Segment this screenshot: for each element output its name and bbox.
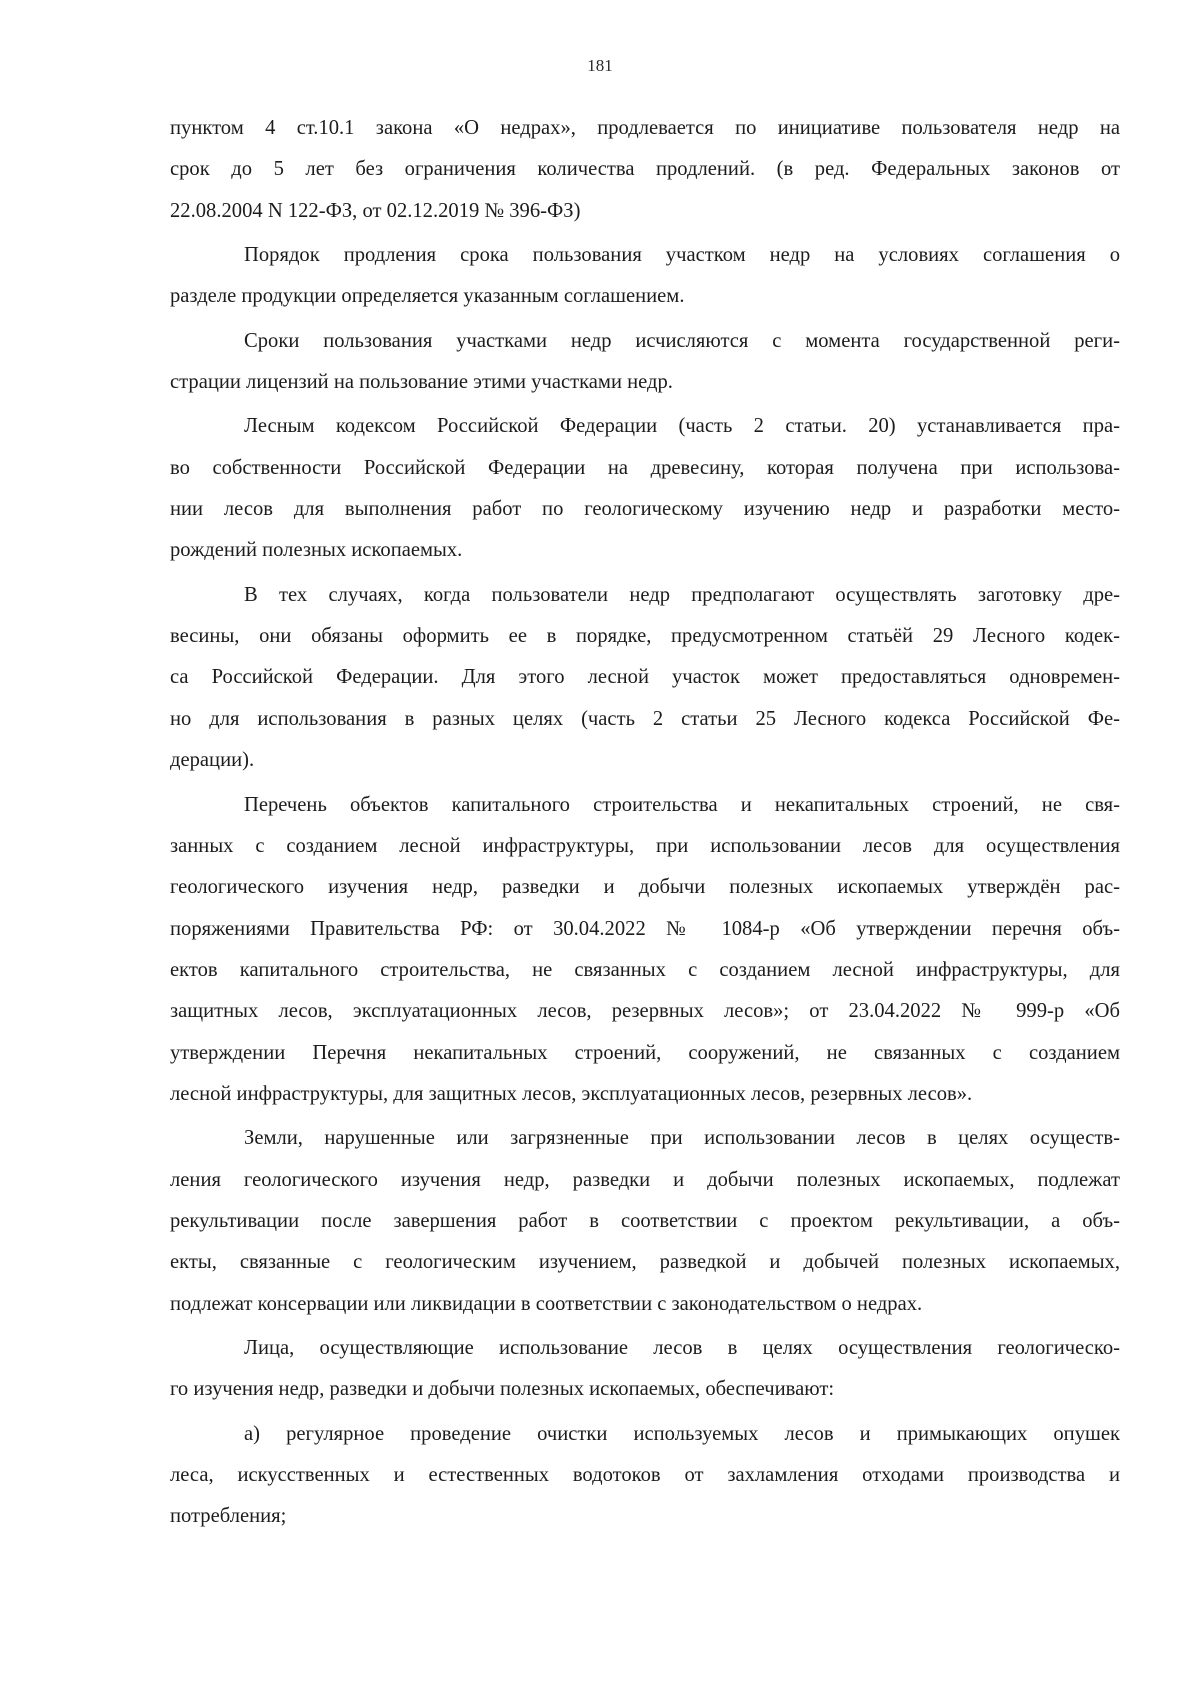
paragraph-p8 xyxy=(170,1328,1120,1411)
text-line: ления геологического изучения недр, разведки и добычи полезных ископаемых, подлежат xyxy=(170,1168,1120,1191)
text-line: поряжениями Правительства РФ: от 30.04.2022 № 1084-р «Об утверждении перечня объ- xyxy=(170,917,1120,940)
paragraph-p9 xyxy=(170,1414,1120,1538)
text-line: Лесным кодексом Российской Федерации (часть 2 статьи. 20) устанавливается пра- xyxy=(244,415,1120,438)
text-line: ектов капитального строительства, не связанных с созданием лесной инфраструктуры, для xyxy=(170,958,1120,981)
text-line: во собственности Российской Федерации на древесину, которая получена при использова- xyxy=(170,456,1120,479)
text-line: Сроки пользования участками недр исчисляются с момента государственной реги- xyxy=(244,329,1120,352)
text-line: рождений полезных ископаемых. xyxy=(170,539,463,562)
text-line: екты, связанные с геологическим изучением, разведкой и добычей полезных ископаемых, xyxy=(170,1251,1120,1274)
text-line: пунктом 4 ст.10.1 закона «О недрах», продлевается по инициативе пользователя недр на xyxy=(170,117,1120,139)
text-line: Лица, осуществляющие использование лесов в целях осуществления геологическо- xyxy=(244,1336,1120,1359)
paragraph-p3 xyxy=(170,321,1120,404)
text-line: геологического изучения недр, разведки и добычи полезных ископаемых утверждён рас- xyxy=(170,876,1120,899)
page-number: 181 xyxy=(587,56,613,75)
paragraph-p6 xyxy=(170,785,1120,1116)
paragraph-p7 xyxy=(170,1118,1120,1325)
text-line: весины, они обязаны оформить ее в порядке, предусмотренном статьёй 29 Лесного кодек- xyxy=(170,625,1120,648)
text-line: потребления; xyxy=(170,1505,287,1528)
text-line: подлежат консервации или ликвидации в соответствии с законодательством о недрах. xyxy=(170,1292,923,1315)
text-line: В тех случаях, когда пользователи недр предполагают осуществлять заготовку дре- xyxy=(244,583,1120,606)
text-line: 22.08.2004 N 122-ФЗ, от 02.12.2019 № 396-ФЗ) xyxy=(170,199,581,222)
text-line: но для использования в разных целях (часть 2 статьи 25 Лесного кодекса Российской Фе- xyxy=(170,707,1120,730)
document-body xyxy=(170,108,1120,1538)
paragraph-p4 xyxy=(170,406,1120,571)
text-line: лесной инфраструктуры, для защитных лесов, эксплуатационных лесов, резервных лесов». xyxy=(170,1082,973,1105)
text-line: а) регулярное проведение очистки используемых лесов и примыкающих опушек xyxy=(244,1422,1120,1445)
paragraph-p1 xyxy=(170,108,1120,232)
text-line: са Российской Федерации. Для этого лесной участок может предоставляться одновремен- xyxy=(170,666,1120,689)
text-line: го изучения недр, разведки и добычи полезных ископаемых, обеспечивают: xyxy=(170,1378,835,1401)
text-line: дерации). xyxy=(170,749,255,772)
text-line: занных с созданием лесной инфраструктуры, при использовании лесов для осуществления xyxy=(170,834,1120,857)
text-line: леса, искусственных и естественных водотоков от захламления отходами производства и xyxy=(170,1464,1120,1486)
text-line: утверждении Перечня некапитальных строений, сооружений, не связанных с созданием xyxy=(170,1041,1120,1064)
text-line: рекультивации после завершения работ в соответствии с проектом рекультивации, а объ- xyxy=(170,1209,1120,1232)
text-line: нии лесов для выполнения работ по геологическому изучению недр и разработки место- xyxy=(170,498,1120,521)
text-line: защитных лесов, эксплуатационных лесов, резервных лесов»; от 23.04.2022 № 999-р «Об xyxy=(170,1000,1120,1023)
paragraph-p2 xyxy=(170,235,1120,318)
paragraph-p5 xyxy=(170,575,1120,782)
text-line: Земли, нарушенные или загрязненные при использовании лесов в целях осуществ- xyxy=(244,1127,1120,1150)
text-line: Перечень объектов капитального строительства и некапитальных строений, не свя- xyxy=(244,793,1120,816)
text-line: страции лицензий на пользование этими участками недр. xyxy=(170,371,673,394)
text-line: срок до 5 лет без ограничения количества продлений. (в ред. Федеральных законов от xyxy=(170,158,1120,181)
text-line: Порядок продления срока пользования участком недр на условиях соглашения о xyxy=(244,244,1120,267)
text-line: разделе продукции определяется указанным соглашением. xyxy=(170,285,685,308)
